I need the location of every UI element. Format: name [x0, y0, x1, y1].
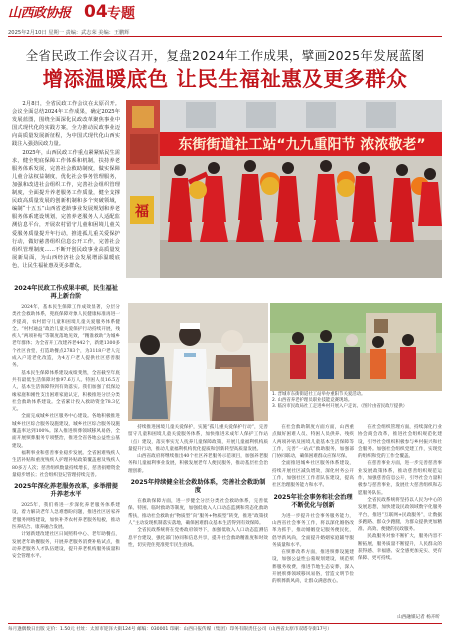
caption-line: 1. 晋城市东街街道社工站举办重阳节关爱活动。	[272, 392, 366, 397]
section-heading-social-affairs: 2025年社会事务和社会治理不断优化与创新	[273, 493, 353, 509]
col2-paragraph: 持续推进困境儿童关爱保护，实施“孤儿重关爱保护行动”，完善留守儿童和困境儿童关爱服务体系，加快推进未成年人保护工作站（点）建设，落实事实无人抚养儿童保障政策，开展儿童福利机构质量提升行动，推动儿童福利机构优化提质和创新转型高质量发展。	[128, 425, 268, 452]
photo-dance-performance	[126, 100, 442, 278]
col3-paragraph: 为进一步提升社会事务服务能力，山西省社会事务工作，将以深化婚俗改革为抓手，推动婚姻登记服务便民化，倡导新风尚，全面提升婚姻家庭辅导服务质量和水平。	[272, 513, 354, 548]
col1-paragraph: 全面完成城乡社区服务中心建设。各地积极推进城乡社区综合服务设施建设，城乡社区综合服务设施覆盖率达到100%。深入推进殡葬领域移风易俗，全面开展殡葬服务专项整治，推进全省各地公益性公墓建设。	[12, 414, 120, 449]
section-heading-eldercare: 2025年深化养老服务改革，多举措提升养老水平	[14, 483, 118, 499]
col1b-paragraph: 2025年，我们将进一步深化养老服务体系建设，着力解决老年人急难愁盼问题，推进社区居家养老服务网络建设，加快补齐农村养老服务短板，推动医养结合、康养融合发展。	[12, 503, 120, 531]
footer-rule	[8, 623, 442, 624]
footer-info: 每月逢偶数日出版 定价：1.50元 社址：太原市迎泽大街124号 邮编：030001 印刷：山西日报传媒（集团）印务有限责任公司（山西省太原市双塔寺街17号）	[8, 627, 332, 632]
section-heading-assistance: 2025年持续健全社会救助体系，完善社会救助制度	[130, 479, 266, 495]
col1-paragraph: 2024年，基本民生保障工作成效显著，分层分类社会救助体系，兜底保障对象人民健康标准再进一步提高，农村留守儿童和困境儿童关爱服务体系健全。“村村通益”政治儿童关爱保护行动持续开展，残疾人“两项补贴”等制度落地见效，“精准救助”为城乡老年群体；为全省开工改建养老442个，新建1300多个社区食堂，打造助餐点2783个，为3118户老人完成入户适老化改造，为4万户老人提供社区慈善服务。	[12, 305, 120, 369]
page-number: 04	[84, 2, 108, 22]
article-subtitle: 全省民政工作会议召开，复盘2024年工作成果，擘画2025年发展蓝图	[25, 48, 425, 63]
col3-paragraph: 在殡葬改革方面，推进殡葬设施建设，加强公益性公墓规划建设，规范殡葬服务收费，推进节地生态安葬，深入开展殡葬领域移风易俗，营造文明节俭的殡葬新风尚，让群众满意放心。	[272, 550, 354, 585]
photo-village-visit	[270, 303, 442, 391]
author-credit: 山西融媒记者 杨卉昕	[397, 615, 440, 620]
photo-eldercare-competition	[128, 303, 268, 421]
lead-paragraph: 2月8日，全省民政工作会议在太原召开。会议全面总结2024年工作成果，确定2025年发展蓝图，围绕全面深化民政改革聚焦事业中国式现代化的实践方案，全力推动民政事业迈向高质量发展新征程，为中国式现代化山西实践注入强劲民政力量。	[12, 101, 120, 148]
photo-caption	[272, 392, 442, 411]
col1b-paragraph: 计划新建改建社区日间照料中心、老年助餐点，发展老年助餐服务，开展养老服务消费补贴试点，推动养老服务人才队伍建设，提升养老机构服务质量和安全管理水平。	[12, 532, 120, 560]
photo-village-scene	[270, 303, 442, 391]
col2-paragraph: 全省民政系统将在党委政府领导下，加强低收入人口动态监测信息平台建设，强化部门协同和信息共享，提升社会救助精准度和时效性，切实兜住兜准兜牢民生底线。	[128, 528, 268, 548]
col3-paragraph: 在社会救助制度方面方面，山西重点做好困难人员、特困人员供养、残疾人两项补贴及困境儿童基本生活保障等工作，完善“一站式”救助服务，加强部门协同联动，确保困难群众应保尽保。	[272, 425, 354, 460]
newspaper-logo: 山西政协报	[8, 6, 71, 21]
col1-paragraph: 基本民生保障体系建设成绩斐然，全省截至年底共有最低生活保障对象97.6万人。特困人员16.5万人，基本生活保障得到有效落实。我们加强了低保边缘家庭和刚性支出困难家庭认定，积极推进分层分类社会救助体系建设。全省累计投入救助资金78.3亿元。	[12, 370, 120, 413]
article-headline: 增添温暖底色 让民生福祉惠及更多群众	[42, 67, 408, 91]
masthead-rule	[8, 36, 442, 37]
col1-paragraph: 福利事业和慈善事业稳步发展。全省困难残疾人生活补贴和重度残疾人护理补贴政策覆盖惠及残疾人80多万人次；慈善组织数量持续增长，慈善捐赠资金量稳步增长；社会组织登记管理持续完善。	[12, 450, 120, 478]
masthead	[0, 0, 450, 26]
col2-paragraph: 山西省政府将继续推出40个社区养老服务示范项目，加强养老服务和儿童福利事业发展，积极发展老年人便民服务，推动基层社会治理创新。	[128, 454, 268, 474]
column-3	[272, 424, 354, 612]
photo-nurse-scene	[128, 303, 268, 421]
lead-paragraph: 2025年，山西民政工作重点紧紧贴民生需求，健全兜底保障工作体系和机制，扶持养老服务体系发展，完善社会救助制度，做实保障儿童合法权益制度，优化社会事务管理服务，加强和改进社会组织工作，完善社会组织管理制度，全面提升养老服务工作质量，健全支撑民政高质量发展的创新机制和多个突破领域，编制“十五五”山西省老龄事业发展规划和养老服务体系建设规划，完善养老服务人人适配监测信息平台，开展农村留守儿童和困境儿童关爱服务质量提升年行动，推进孤儿重关爱保护行动，做好慈善组织信息公开工作，完善社会组织管理制度……不断开创民政事业高质量发展新局面，为山西经济社会发展增添温暖底色，让民生福祉惠及更多群众。	[12, 149, 120, 269]
column-2	[128, 424, 268, 612]
section-name: 专题	[107, 6, 135, 22]
photo-banner-text: 东街街道社工站“九九重阳节 浓浓敬老”	[178, 137, 426, 153]
dateline: 2025年2月10日 星期一 责编：武志荣 美编：王鹏辉	[8, 30, 130, 36]
section-heading-2024: 2024年民政工作成果丰硕，民生福祉再上新台阶	[14, 285, 118, 300]
photo-dance-scene	[126, 100, 442, 278]
fu-character-left: 福	[135, 204, 149, 220]
lead-text	[12, 100, 120, 276]
col3-paragraph: 全面推进城乡社区服务体系建设，持续开展社区减负增效，深化村务公开工作，加强社区工作者队伍建设，提高社区治理服务能力和水平。	[272, 461, 354, 489]
column-4	[358, 424, 442, 610]
caption-line: 3. 临汾市民政局社工走进乡村开展入户走访。（图片由省民政厅提供）	[272, 404, 408, 410]
col4-paragraph: 在社会组织管理方面，持续深化行业协会商会改革，推进社会组织规范化建设，引导社会组织积极参与乡村振兴和社会服务。加强社会组织党建工作，实现党的组织和党的工作全覆盖。	[358, 425, 442, 460]
caption-line: 2. 山西省养老护理员职业技能竞赛现场。	[272, 398, 353, 404]
column-1	[12, 281, 120, 611]
col4-paragraph: 全省民政系统将坚持以人民为中心的发展思想，加快建设民政领域数字化服务平台，推进“互联网+民政服务”，让数据多跑路、群众少跑腿，为群众提供更加精准、高效、便捷的民政服务。	[358, 497, 442, 533]
col4-paragraph: 民政服务对象不断扩大，服务内容不断拓展，服务质量不断提升，人民群众的获得感、幸福感、安全感更加充实、更有保障、更可持续。	[358, 534, 442, 562]
col4-paragraph: 在慈善事业方面，进一步完善慈善事业发展政策体系，推动慈善组织规范运作，加强慈善信息公开，引导社会力量积极参与慈善事业，发展壮大慈善组织和志愿服务队伍。	[358, 461, 442, 496]
col2-paragraph: 在救助保障方面，进一步健全分层分类社会救助体系，完善低保、特困、临时救助等制度，加强低收入人口动态监测和常态化救助帮扶，推动社会救助由“物质型”向“服务+物质型”转变，推进“政策找人”主动发现机制落实落地，确保困难群众基本生活得到有效保障。	[128, 499, 268, 526]
